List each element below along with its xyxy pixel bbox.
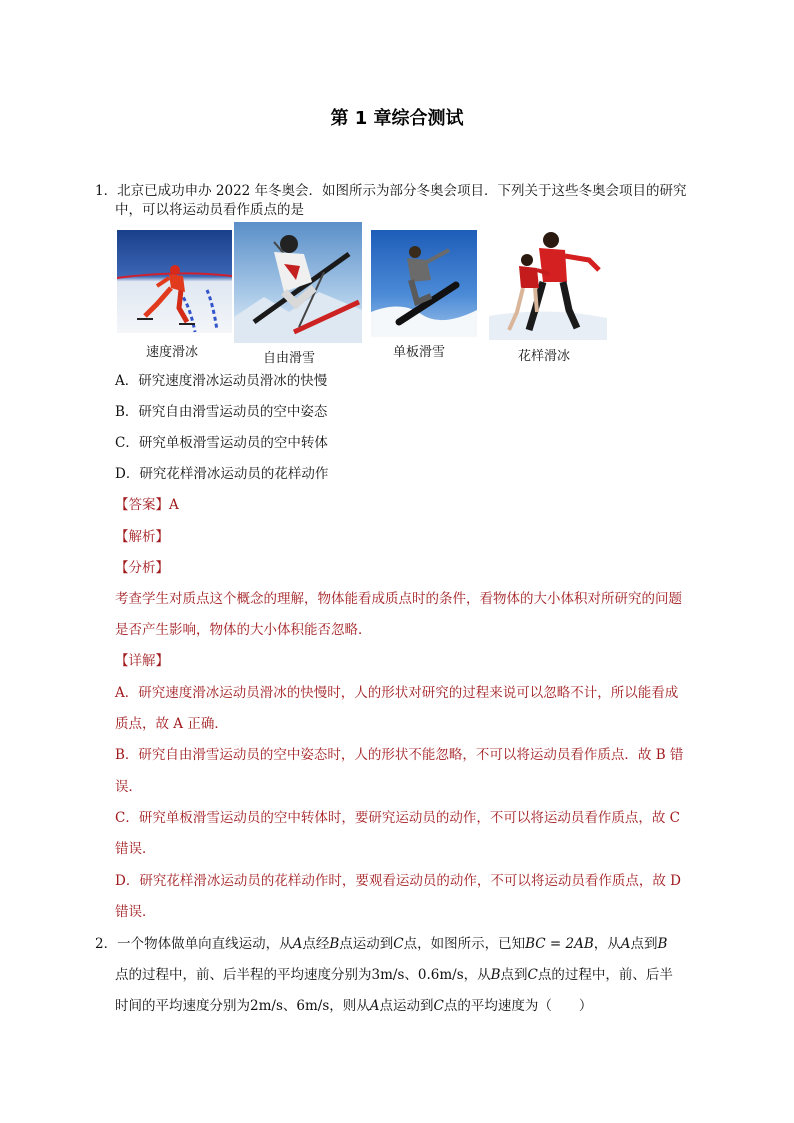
page-title: 第 1 章综合测试: [330, 108, 464, 129]
q2-text-1d: 点，如图所示，已知: [403, 936, 526, 952]
detail-line-4: 误．: [115, 779, 142, 795]
q1-option-a: A．研究速度滑冰运动员滑冰的快慢: [115, 373, 328, 389]
detail-line-7: D．研究花样滑冰运动员的花样动作时，要观看运动员的动作，不可以将运动员看作质点，故 D: [115, 873, 681, 889]
q2-text-3d: 点的平均速度为（ ）: [443, 998, 593, 1014]
answer-value: A: [169, 497, 179, 513]
freestyle-skiing-image: [234, 222, 362, 343]
answer-tag: 【答案】: [115, 497, 169, 513]
q2-sep-1: 、: [404, 967, 418, 983]
caption-speed-skating: 速度滑冰: [146, 345, 199, 360]
fenxi-tag: 【分析】: [115, 560, 169, 576]
q1-stem-line1: [95, 182, 687, 200]
q2-text-1a: 一个物体做单向直线运动，从: [117, 936, 293, 952]
caption-snowboarding: 单板滑雪: [393, 345, 446, 360]
q2-text-3a: 时间的平均速度分别为: [115, 998, 250, 1014]
analysis-tag: 【解析】: [115, 529, 169, 545]
q2-text-2b: ，从: [463, 967, 491, 983]
q2-line2: [115, 966, 673, 984]
q2-text-3b: ，则从: [329, 998, 370, 1014]
point-c-2: C: [527, 967, 538, 983]
speed-v3: 2m/s: [250, 998, 283, 1014]
q2-text-1e: ，从: [593, 936, 621, 952]
q1-option-c: C．研究单板滑雪运动员的空中转体: [115, 435, 328, 451]
snowboarding-image: [371, 230, 477, 337]
detail-line-8: 错误．: [115, 904, 156, 920]
caption-figure-skating: 花样滑冰: [518, 349, 571, 364]
point-b-2: B: [657, 936, 668, 952]
speed-v2: 0.6m/s: [417, 967, 464, 983]
q2-text-1f: 点到: [630, 936, 658, 952]
detail-line-3: B．研究自由滑雪运动员的空中姿态时，人的形状不能忽略，不可以将运动员看作质点．故 B 错: [115, 747, 684, 763]
q2-text-3c: 点运动到: [379, 998, 434, 1014]
detail-tag: 【详解】: [115, 653, 169, 669]
speed-v1: 3m/s: [371, 967, 405, 983]
detail-line-2: 质点，故 A 正确．: [115, 716, 228, 732]
fenxi-line2: 是否产生影响，物体的大小体积能否忽略．: [115, 622, 372, 638]
point-a-3: A: [369, 998, 380, 1014]
q1-answer: [115, 496, 179, 514]
q1-option-b: B．研究自由滑雪运动员的空中姿态: [115, 404, 328, 420]
q2-text-2c: 点到: [500, 967, 528, 983]
caption-freestyle-skiing: 自由滑雪: [263, 351, 316, 366]
point-c: C: [393, 936, 404, 952]
point-b: B: [329, 936, 340, 952]
point-a: A: [292, 936, 303, 952]
detail-line-1: A．研究速度滑冰运动员滑冰的快慢时，人的形状对研究的过程来说可以忽略不计，所以能看成: [115, 685, 679, 701]
q2-number: 2．: [95, 936, 118, 952]
q2-text-1b: 点经: [302, 936, 330, 952]
speed-skating-image: [117, 230, 232, 333]
q2-text-2a: 点的过程中，前、后半程的平均速度分别为: [115, 967, 372, 983]
q1-stem-text-1: 北京已成功申办 2022 年冬奥会．如图所示为部分冬奥会项目．下列关于这些冬奥会项目的研究: [117, 183, 687, 199]
q1-number: 1．: [95, 183, 118, 199]
equation-bc-2ab: BC = 2AB: [525, 936, 594, 952]
fenxi-line1: 考查学生对质点这个概念的理解，物体能看成质点时的条件，看物体的大小体积对所研究的问题: [115, 591, 682, 607]
q2-line3: [115, 997, 592, 1015]
q2-sep-2: 、: [282, 998, 297, 1014]
q2-text-2d: 点的过程中，前、后半: [537, 967, 673, 983]
figure-skating-image: [489, 226, 607, 340]
q2-line1: [95, 935, 667, 953]
q1-stem-line2: 中，可以将运动员看作质点的是: [115, 202, 304, 218]
q1-option-d: D．研究花样滑冰运动员的花样动作: [115, 466, 329, 482]
point-a-2: A: [620, 936, 631, 952]
detail-line-5: C．研究单板滑雪运动员的空中转体时，要研究运动员的动作，不可以将运动员看作质点，故 C: [115, 810, 680, 826]
q2-text-1c: 点运动到: [339, 936, 394, 952]
detail-line-6: 错误．: [115, 841, 156, 857]
point-c-3: C: [433, 998, 444, 1014]
point-b-3: B: [490, 967, 501, 983]
speed-v4: 6m/s: [296, 998, 330, 1014]
